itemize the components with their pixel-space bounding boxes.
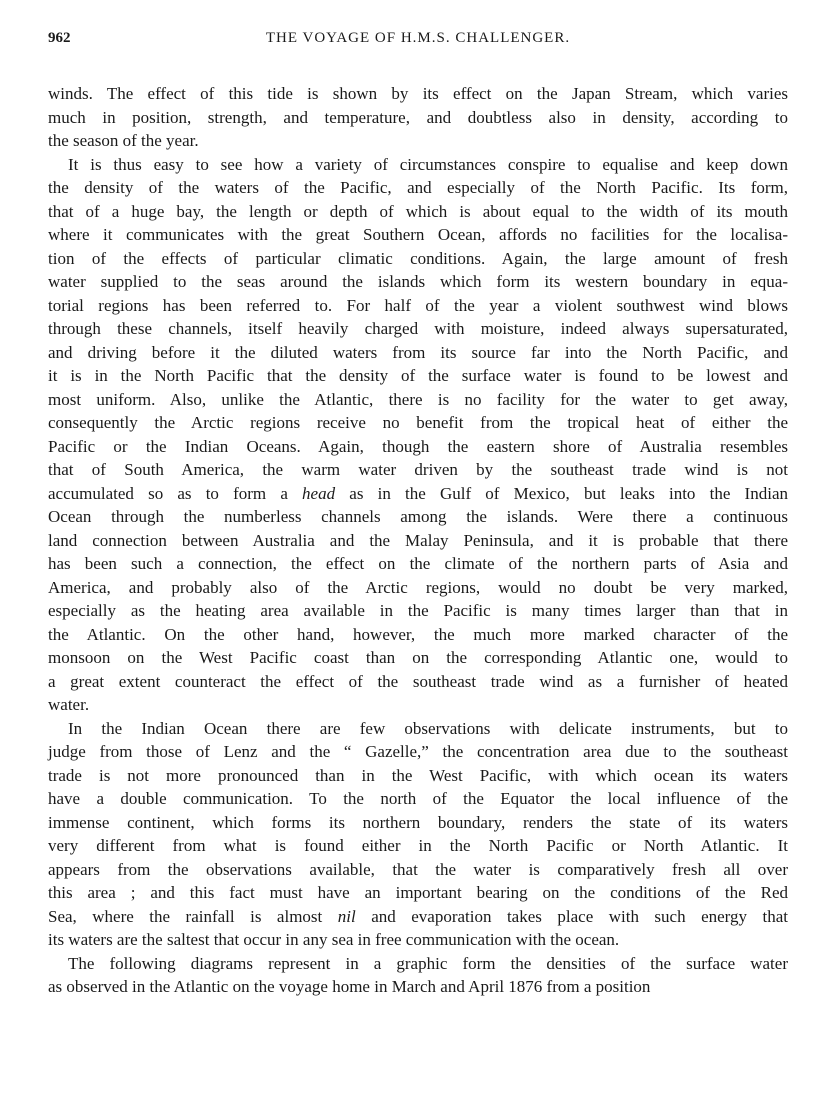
text-line: especially as the heating area available in the Pacific is many times larger than that in (48, 601, 788, 620)
text-line: this area ; and this fact must have an important bearing on the conditions of the Red (48, 883, 788, 902)
text-line: trade is not more pronounced than in the West Pacific, with which ocean its waters (48, 765, 788, 785)
paragraph (48, 717, 788, 952)
text-line: The following diagrams represent in a graphic form the densities of the surface water (68, 953, 788, 973)
text-segment: Sea, where the rainfall is almost (48, 906, 338, 926)
text-line: most uniform. Also, unlike the Atlantic, there is no facility for the water to get away, (48, 389, 788, 409)
text-line: its waters are the saltest that occur in any sea in free communication with the ocean. (48, 930, 620, 949)
paragraph (48, 82, 788, 153)
text-line: as observed in the Atlantic on the voyage home in March and April 1876 from a position (48, 977, 651, 996)
italic-word: head (302, 483, 336, 503)
text-line: that of a huge bay, the length or depth of which is about equal to the width of its mouth (48, 201, 788, 221)
text-line: In the Indian Ocean there are few observations with delicate instruments, but to (68, 718, 788, 738)
text-line (48, 905, 788, 929)
text-line: appears from the observations available, that the water is comparatively fresh all over (48, 859, 788, 879)
text-line: it is in the North Pacific that the density of the surface water is found to be lowest and (48, 366, 788, 385)
text-line: Ocean through the numberless channels among the islands. Were there a continuous (48, 507, 788, 526)
text-line: water supplied to the seas around the islands which form its western boundary in equa- (48, 272, 788, 291)
text-line: judge from those of Lenz and the “ Gazelle,” the concentration area due to the southeast (48, 742, 788, 761)
running-title: THE VOYAGE OF H.M.S. CHALLENGER. (265, 30, 571, 46)
text-line: tion of the effects of particular climatic conditions. Again, the large amount of fresh (48, 248, 788, 268)
text-line: America, and probably also of the Arctic regions, would no doubt be very marked, (48, 577, 788, 597)
text-segment: as in the Gulf of Mexico, but leaks into the Indian (335, 483, 788, 503)
text-line: a great extent counteract the effect of the southeast trade wind as a furnisher of heated (48, 671, 788, 691)
text-line: Pacific or the Indian Oceans. Again, though the eastern shore of Australia resembles (48, 436, 788, 456)
text-line: torial regions has been referred to. For half of the year a violent southwest wind blows (48, 295, 788, 315)
text-line: has been such a connection, the effect on the climate of the northern parts of Asia and (48, 554, 788, 573)
text-line: that of South America, the warm water driven by the southeast trade wind is not (48, 460, 788, 479)
text-line: very different from what is found either in the North Pacific or North Atlantic. It (48, 836, 788, 855)
text-line: much in position, strength, and temperature, and doubtless also in density, according to (48, 107, 788, 127)
italic-word: nil (337, 906, 356, 926)
text-line: immense continent, which forms its northern boundary, renders the state of its waters (48, 812, 788, 832)
text-line: through these channels, itself heavily charged with moisture, indeed always supersaturated, (48, 319, 788, 338)
text-line: the season of the year. (48, 131, 199, 150)
text-segment: accumulated so as to form a (48, 483, 303, 503)
text-line (48, 482, 788, 506)
text-line: and driving before it the diluted waters from its source far into the North Pacific, and (48, 342, 788, 362)
body-text (48, 82, 788, 999)
text-segment: and evaporation takes place with such energy that (355, 906, 788, 926)
text-line: winds. The effect of this tide is shown by its effect on the Japan Stream, which varies (48, 84, 788, 103)
text-line: monsoon on the West Pacific coast than on the corresponding Atlantic one, would to (48, 648, 788, 667)
paragraph (48, 153, 788, 717)
text-line: land connection between Australia and the Malay Peninsula, and it is probable that there (48, 530, 788, 550)
text-line: where it communicates with the great Southern Ocean, affords no facilities for the localisa- (48, 225, 788, 244)
text-line: the Atlantic. On the other hand, however, the much more marked character of the (48, 624, 788, 644)
text-line: It is thus easy to see how a variety of circumstances conspire to equalise and keep down (68, 154, 788, 174)
page-number: 962 (48, 30, 71, 46)
text-line: have a double communication. To the north of the Equator the local influence of the (48, 789, 788, 808)
running-header (48, 30, 788, 52)
text-line: consequently the Arctic regions receive no benefit from the tropical heat of either the (48, 413, 788, 432)
text-line: water. (48, 695, 90, 714)
paragraph (48, 952, 788, 999)
text-line: the density of the waters of the Pacific, and especially of the North Pacific. Its form, (48, 178, 788, 197)
